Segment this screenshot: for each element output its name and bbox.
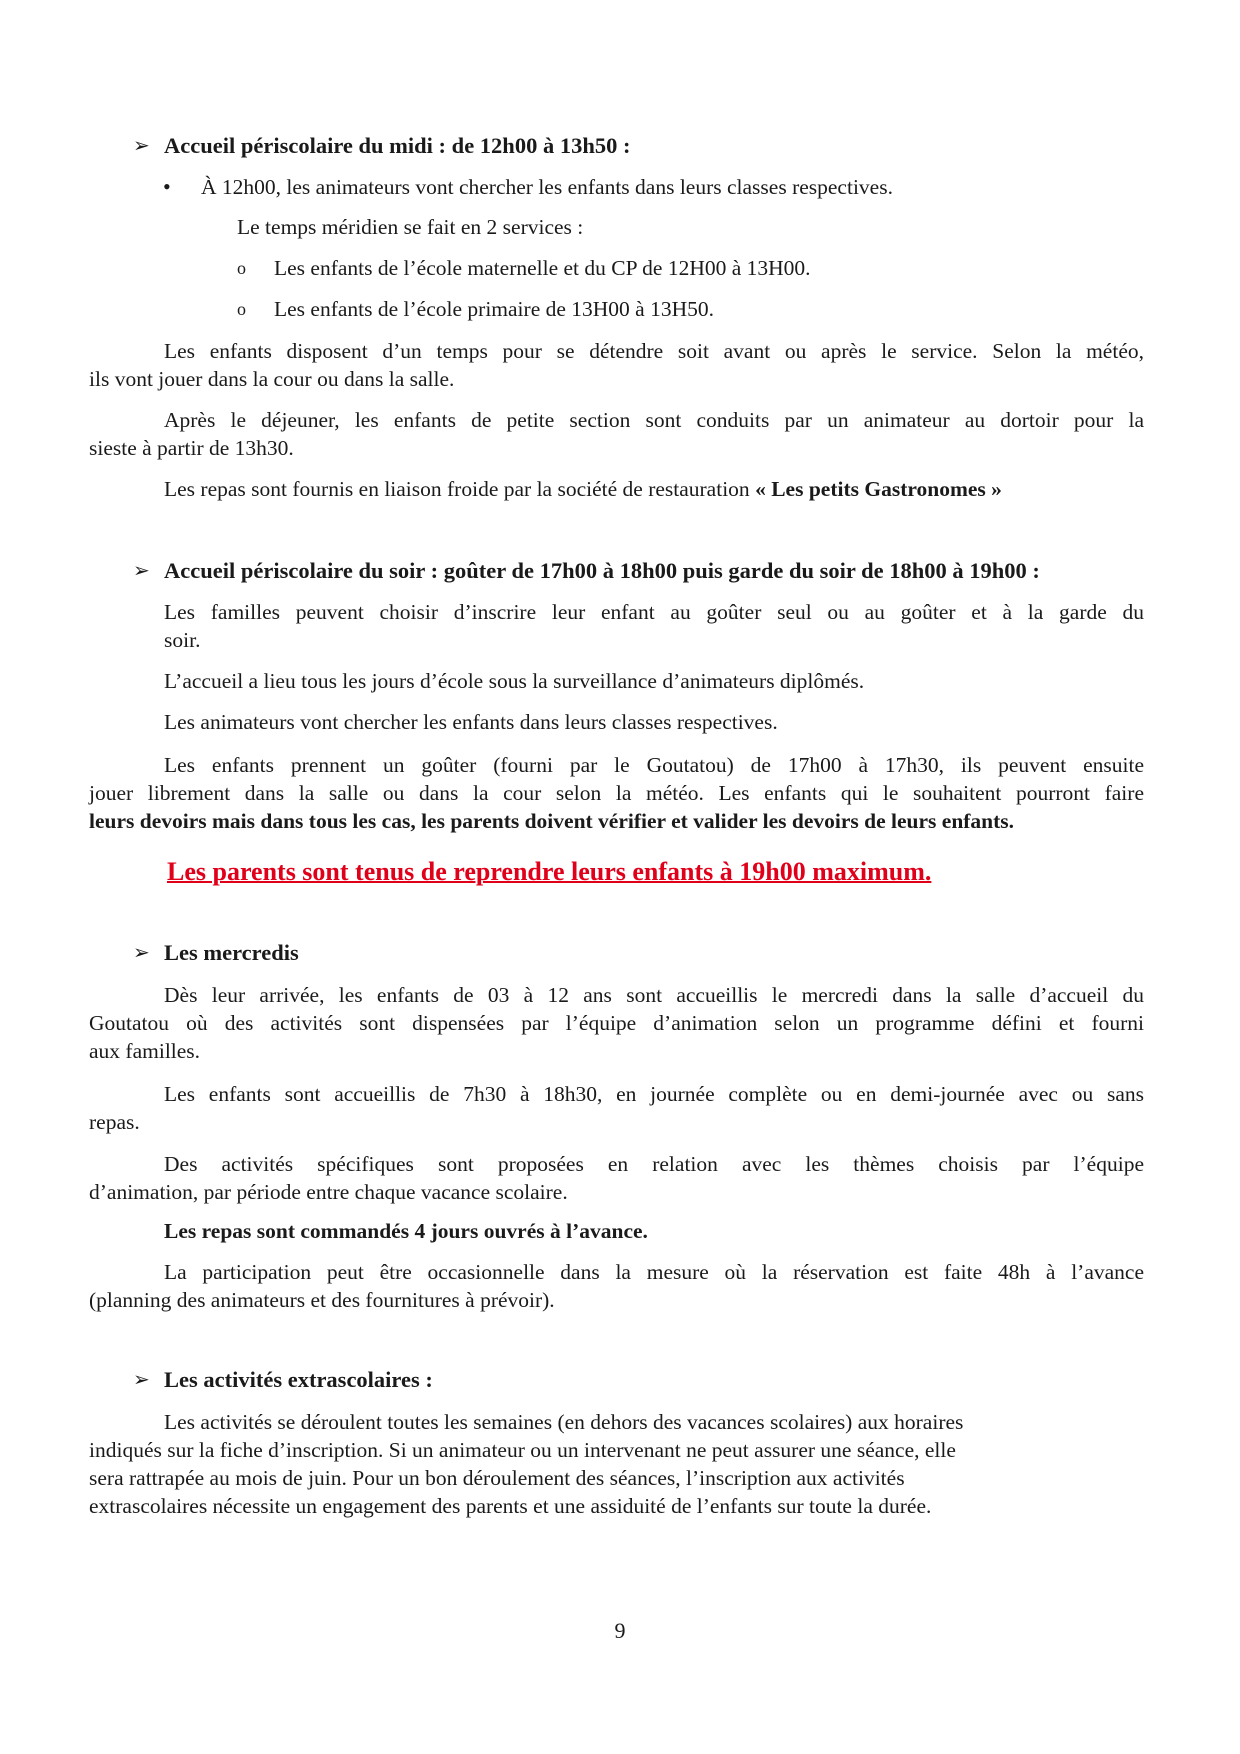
- mercredis-p2-line2: repas.: [89, 1110, 140, 1134]
- mercredis-p2-line1: Les enfants sont accueillis de 7h30 à 18h30, en journée complète ou en demi-journée avec ou sans: [164, 1082, 1144, 1106]
- midi-p3-provider: « Les petits Gastronomes »: [755, 477, 1002, 501]
- soir-p1-line2: soir.: [164, 628, 201, 652]
- section-heading-mercredis: Les mercredis: [164, 940, 299, 965]
- extra-line3: sera rattrapée au mois de juin. Pour un bon déroulement des séances, l’inscription aux activités: [89, 1466, 905, 1490]
- mercredis-p1-line1: Dès leur arrivée, les enfants de 03 à 12 ans sont accueillis le mercredi dans la salle d’accueil du: [164, 983, 1144, 1007]
- mercredis-p5-line2: (planning des animateurs et des fournitures à prévoir).: [89, 1288, 555, 1312]
- section-heading-soir: Accueil périscolaire du soir : goûter de 17h00 à 18h00 puis garde du soir de 18h00 à 19h00 :: [164, 558, 1040, 583]
- arrow-bullet-icon: ➢: [133, 560, 150, 582]
- soir-p3: Les animateurs vont chercher les enfants dans leurs classes respectives.: [164, 710, 778, 734]
- midi-service-2: Les enfants de l’école primaire de 13H00 à 13H50.: [274, 297, 714, 321]
- arrow-bullet-icon: ➢: [133, 1369, 150, 1391]
- midi-p2-line1: Après le déjeuner, les enfants de petite section sont conduits par un animateur au dortoir pour la: [164, 408, 1144, 432]
- midi-p2-line2: sieste à partir de 13h30.: [89, 436, 294, 460]
- mercredis-p3-line1: Des activités spécifiques sont proposées en relation avec les thèmes choisis par l’équipe: [164, 1152, 1144, 1176]
- circle-bullet-icon: o: [237, 299, 246, 319]
- mercredis-p5-line1: La participation peut être occasionnelle dans la mesure où la réservation est faite 48h à l’avance: [164, 1260, 1144, 1284]
- arrow-bullet-icon: ➢: [133, 135, 150, 157]
- extra-line1: Les activités se déroulent toutes les semaines (en dehors des vacances scolaires) aux horaires: [164, 1410, 964, 1434]
- bullet-icon: •: [163, 174, 171, 199]
- midi-bullet-text: À 12h00, les animateurs vont chercher les enfants dans leurs classes respectives.: [201, 175, 893, 199]
- midi-p1-line2: ils vont jouer dans la cour ou dans la salle.: [89, 367, 455, 391]
- soir-p1-line1: Les familles peuvent choisir d’inscrire leur enfant au goûter seul ou au goûter et à la garde du: [164, 600, 1144, 624]
- arrow-bullet-icon: ➢: [133, 942, 150, 964]
- soir-p2: L’accueil a lieu tous les jours d’école sous la surveillance d’animateurs diplômés.: [164, 669, 865, 693]
- section-heading-extrascolaires: Les activités extrascolaires :: [164, 1367, 433, 1392]
- pickup-deadline-warning: Les parents sont tenus de reprendre leurs enfants à 19h00 maximum.: [167, 857, 932, 886]
- midi-p1-line1: Les enfants disposent d’un temps pour se détendre soit avant ou après le service. Selon la météo,: [164, 339, 1144, 363]
- soir-p4-line3: leurs devoirs mais dans tous les cas, les parents doivent vérifier et valider les devoirs de leurs enfants.: [89, 809, 1015, 833]
- mercredis-p1-line2: Goutatou où des activités sont dispensées par l’équipe d’animation selon un programme défini et fourni: [89, 1011, 1144, 1035]
- circle-bullet-icon: o: [237, 258, 246, 278]
- mercredis-p1-line3: aux familles.: [89, 1039, 201, 1063]
- soir-p4-line1: Les enfants prennent un goûter (fourni par le Goutatou) de 17h00 à 17h30, ils peuvent ensuite: [164, 753, 1144, 777]
- midi-intro: Le temps méridien se fait en 2 services :: [237, 215, 584, 239]
- soir-p4-line2: jouer librement dans la salle ou dans la cour selon la météo. Les enfants qui le souhaitent pourront faire: [89, 781, 1144, 805]
- midi-p3-text: Les repas sont fournis en liaison froide par la société de restauration: [164, 477, 750, 501]
- page-number: 9: [614, 1618, 626, 1643]
- midi-service-1: Les enfants de l’école maternelle et du CP de 12H00 à 13H00.: [274, 256, 811, 280]
- extra-line4: extrascolaires nécessite un engagement des parents et une assiduité de l’enfants sur toute la durée.: [89, 1494, 932, 1518]
- extra-line2: indiqués sur la fiche d’inscription. Si un animateur ou un intervenant ne peut assurer une séance, elle: [89, 1438, 956, 1462]
- mercredis-p4: Les repas sont commandés 4 jours ouvrés à l’avance.: [164, 1219, 648, 1243]
- section-heading-midi: Accueil périscolaire du midi : de 12h00 à 13h50 :: [164, 133, 631, 158]
- mercredis-p3-line2: d’animation, par période entre chaque vacance scolaire.: [89, 1180, 568, 1204]
- midi-p3: [164, 476, 1002, 502]
